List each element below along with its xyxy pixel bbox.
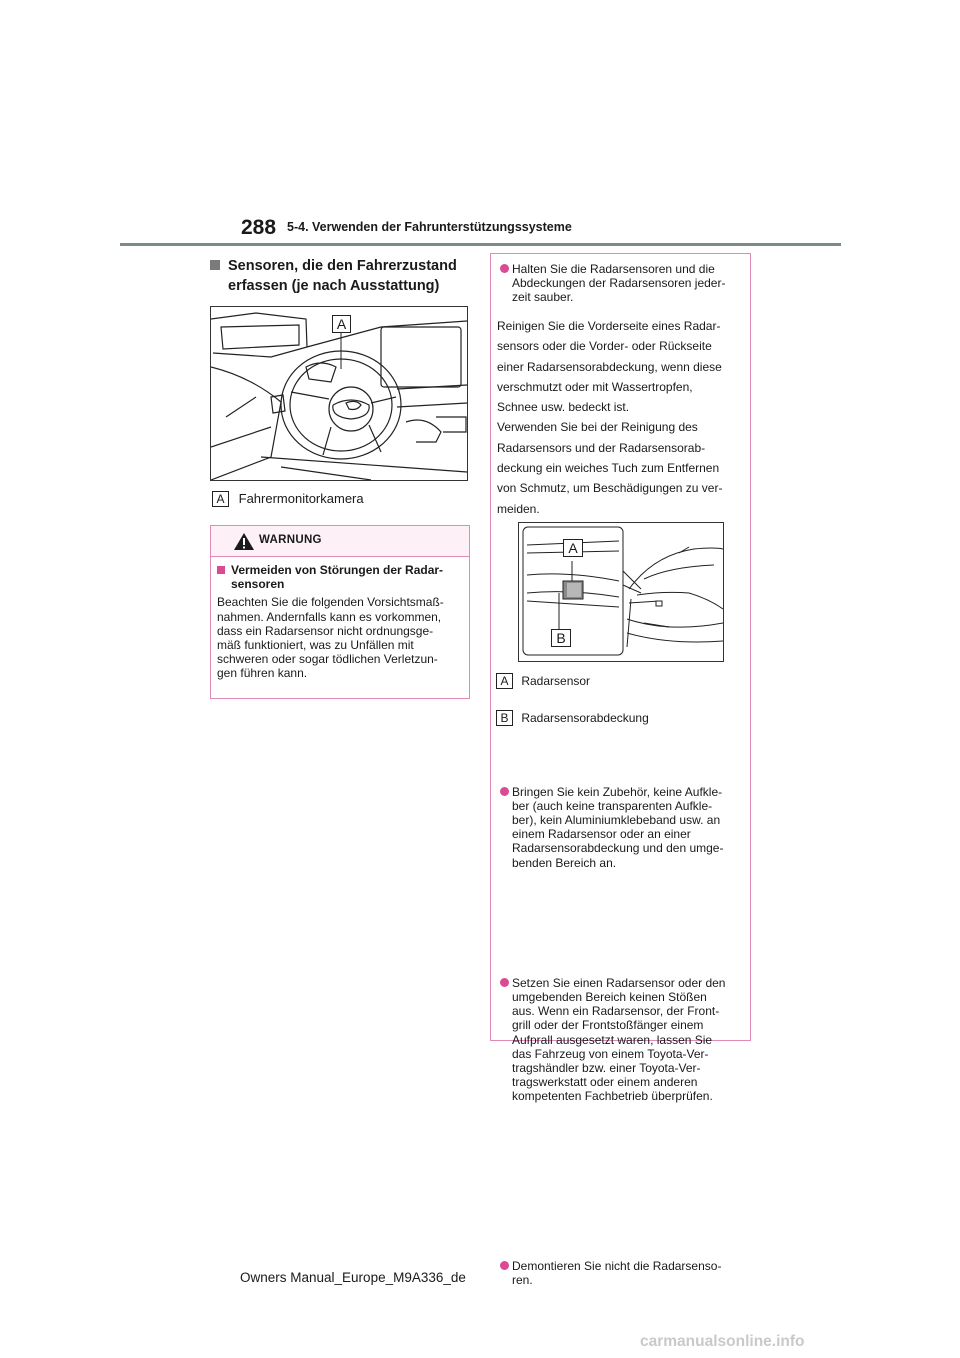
warning-header [211,526,469,557]
warning-line: Beachten Sie die folgenden Vorsichtsmaß- [217,595,444,610]
bullet-line: ber (auch keine transparenten Aufkle- [512,798,713,813]
section-title: 5-4. Verwenden der Fahrunterstützungssysteme [287,220,572,234]
figure-label-a: A [332,315,351,333]
paragraph-line: einer Radarsensorabdeckung, wenn diese [497,359,722,374]
warning-subheading [217,563,463,591]
header-rule [120,243,841,246]
section-heading [210,256,472,296]
caption-radar-cover [496,710,649,726]
bullet-dot-icon [500,264,509,273]
warning-subheading-line: sensoren [231,577,285,592]
bullet-line: Aufprall ausgesetzt waren, lassen Sie [512,1032,713,1047]
bullet-dot-icon [500,978,509,987]
figure-label-a: A [563,539,583,557]
caption-label-a: A [212,491,229,507]
warning-body [211,557,469,681]
bullet-line: Bringen Sie kein Zubehör, keine Aufkle- [512,784,723,799]
warning-triangle-icon [233,532,255,551]
warning-line: schweren oder sogar tödlichen Verletzun- [217,652,438,667]
bullet-line: Abdeckungen der Radarsensoren jeder- [512,276,726,291]
bullet-item-impact [494,976,760,1104]
bullet-line: umgebenden Bereich keinen Stößen [512,990,707,1005]
bullet-line: tragswerkstatt oder einem anderen [512,1075,698,1090]
bullet-line: einem Radarsensor oder an einer [512,827,691,842]
bullet-item-disassembly [494,1259,760,1287]
driver-monitor-figure [210,306,468,481]
heading-line-1: Sensoren, die den Fahrerzustand [228,258,457,274]
warning-line: nahmen. Andernfalls kann es vorkommen, [217,609,442,624]
figure-caption [212,491,364,507]
bullet-line: Demontieren Sie nicht die Radarsenso- [512,1258,722,1273]
bullet-item-accessories [494,785,760,870]
page-number: 288 [241,216,277,239]
bullet-line: Setzen Sie einen Radarsensor oder den [512,975,726,990]
heading-square-icon [210,260,220,270]
caption-label-a: A [496,673,513,689]
bullet-line: zeit sauber. [512,290,574,305]
paragraph-line: von Schmutz, um Beschädigungen zu ver- [497,481,723,496]
caption-label-b: B [496,710,513,726]
paragraph-line: Verwenden Sie bei der Reinigung des [497,420,698,435]
bullet-line: das Fahrzeug von einem Toyota-Ver- [512,1046,709,1061]
watermark: carmanualsonline.info [640,1333,805,1350]
paragraph-line: Radarsensors und der Radarsensorab- [497,440,706,455]
cleaning-paragraph [497,316,745,519]
warning-subheading-line: Vermeiden von Störungen der Radar- [231,563,444,577]
bullet-line: benden Bereich an. [512,855,617,870]
bullet-line: tragshändler bzw. einer Toyota-Ver- [512,1061,701,1076]
warning-box [210,525,470,699]
bullet-item-clean [494,262,760,305]
paragraph-line: sensors oder die Vorder- oder Rückseite [497,339,712,354]
paragraph-line: verschmutzt oder mit Wassertropfen, [497,379,693,394]
figure-label-b: B [551,629,571,647]
warning-line: dass ein Radarsensor nicht ordnungsge- [217,623,434,638]
warning-title: WARNUNG [259,534,322,546]
radar-illustration [519,523,723,661]
caption-radar-sensor [496,673,590,689]
bullet-line: ren. [512,1272,533,1287]
caption-text: Radarsensorabdeckung [521,711,649,725]
bullet-dot-icon [500,787,509,796]
bullet-line: aus. Wenn ein Radarsensor, der Front- [512,1004,720,1019]
radar-sensor-figure [518,522,724,662]
bullet-line: Halten Sie die Radarsensoren und die [512,262,715,276]
paragraph-line: Schnee usw. bedeckt ist. [497,400,630,415]
caption-text: Radarsensor [521,674,591,688]
warning-square-icon [217,566,225,574]
bullet-line: ber), kein Aluminiumklebeband usw. an [512,813,721,828]
bullet-dot-icon [500,1261,509,1270]
bullet-line: kompetenten Fachbetrieb überprüfen. [512,1089,713,1104]
caution-box [490,253,751,1287]
bullet-line: Radarsensorabdeckung und den umge- [512,841,724,856]
warning-paragraph [217,595,463,680]
warning-line: mäß funktioniert, was zu Unfällen mit [217,638,414,653]
caption-text: Fahrermonitorkamera [238,491,364,506]
warning-line: gen führen kann. [217,666,308,681]
paragraph-line: meiden. [497,501,540,516]
heading-line-2: erfassen (je nach Ausstattung) [228,278,440,294]
paragraph-line: deckung ein weiches Tuch zum Entfernen [497,461,720,476]
bullet-line: grill oder der Frontstoßfänger einem [512,1018,704,1033]
paragraph-line: Reinigen Sie die Vorderseite eines Radar- [497,319,721,333]
footer-text: Owners Manual_Europe_M9A336_de [240,1270,466,1285]
